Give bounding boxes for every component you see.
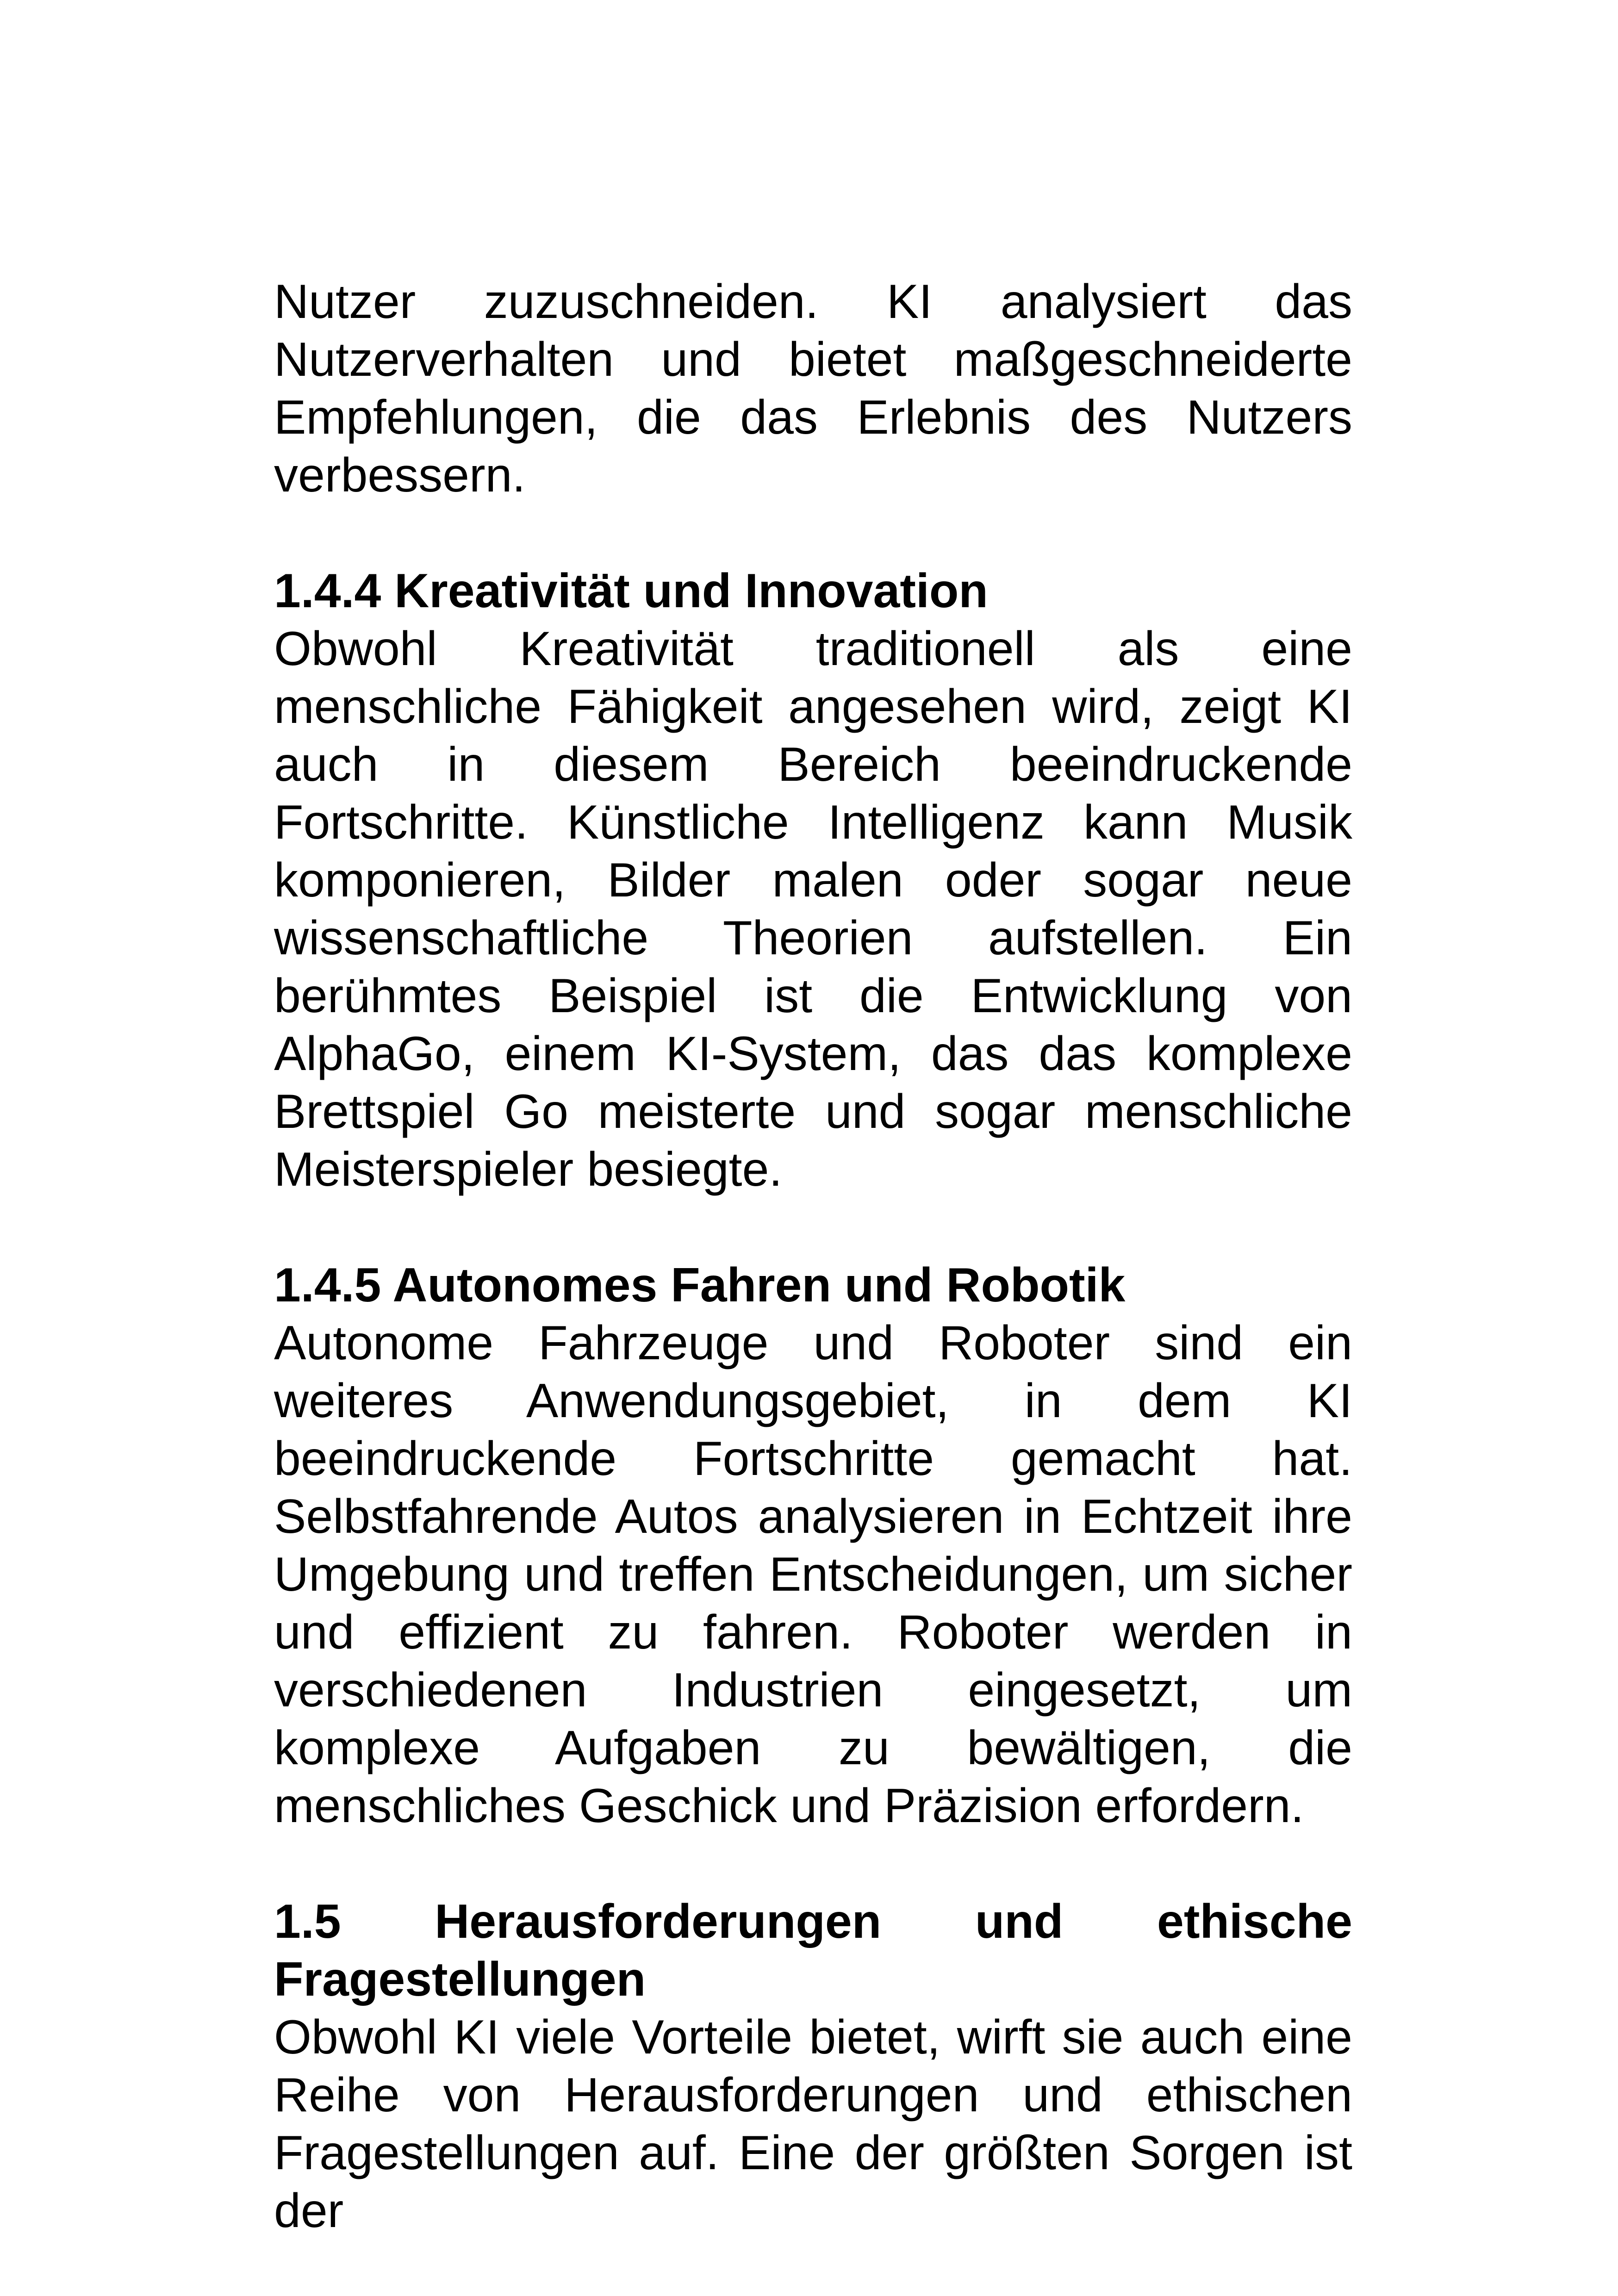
paragraph-spacer — [274, 1835, 1352, 1893]
paragraph-spacer — [274, 504, 1352, 562]
section-body-1-4-5: Autonome Fahrzeuge und Roboter sind ein weiteres Anwendungsgebiet, in dem KI beeindruckende Fortschritte gemacht hat. Selbstfahrende Autos analysieren in Echtzeit ihre Umgebung und treffen Entscheidungen, um sicher und effizient zu fahren. Roboter werden in verschiedenen Industrien eingesetzt, um komplexe Aufgaben zu bewältigen, die menschliches Geschick und Präzision erfordern. — [274, 1316, 1352, 1833]
section-body-1-5: Obwohl KI viele Vorteile bietet, wirft sie auch eine Reihe von Herausforderungen und ethischen Fragestellungen auf. Eine der größten Sorgen ist der — [274, 2010, 1352, 2238]
paragraph-spacer — [274, 1199, 1352, 1257]
section-heading-1-4-4: 1.4.4 Kreativität und Innovation — [274, 564, 988, 618]
section-heading-1-4-5: 1.4.5 Autonomes Fahren und Robotik — [274, 1258, 1126, 1312]
document-page — [274, 273, 1352, 2240]
section-heading-1-5: 1.5 Herausforderungen und ethische Fragestellungen — [274, 1895, 1352, 2006]
intro-paragraph: Nutzer zuzuschneiden. KI analysiert das Nutzerverhalten und bietet maßgeschneiderte Empfehlungen, die das Erlebnis des Nutzers verbessern. — [274, 275, 1352, 502]
section-body-1-4-4: Obwohl Kreativität traditionell als eine menschliche Fähigkeit angesehen wird, zeigt KI auch in diesem Bereich beeindruckende Fortschritte. Künstliche Intelligenz kann Musik komponieren, Bilder malen oder sogar neue wissenschaftliche Theorien aufstellen. Ein berühmtes Beispiel ist die Entwicklung von AlphaGo, einem KI-System, das das komplexe Brettspiel Go meisterte und sogar menschliche Meisterspieler besiegte. — [274, 622, 1352, 1196]
